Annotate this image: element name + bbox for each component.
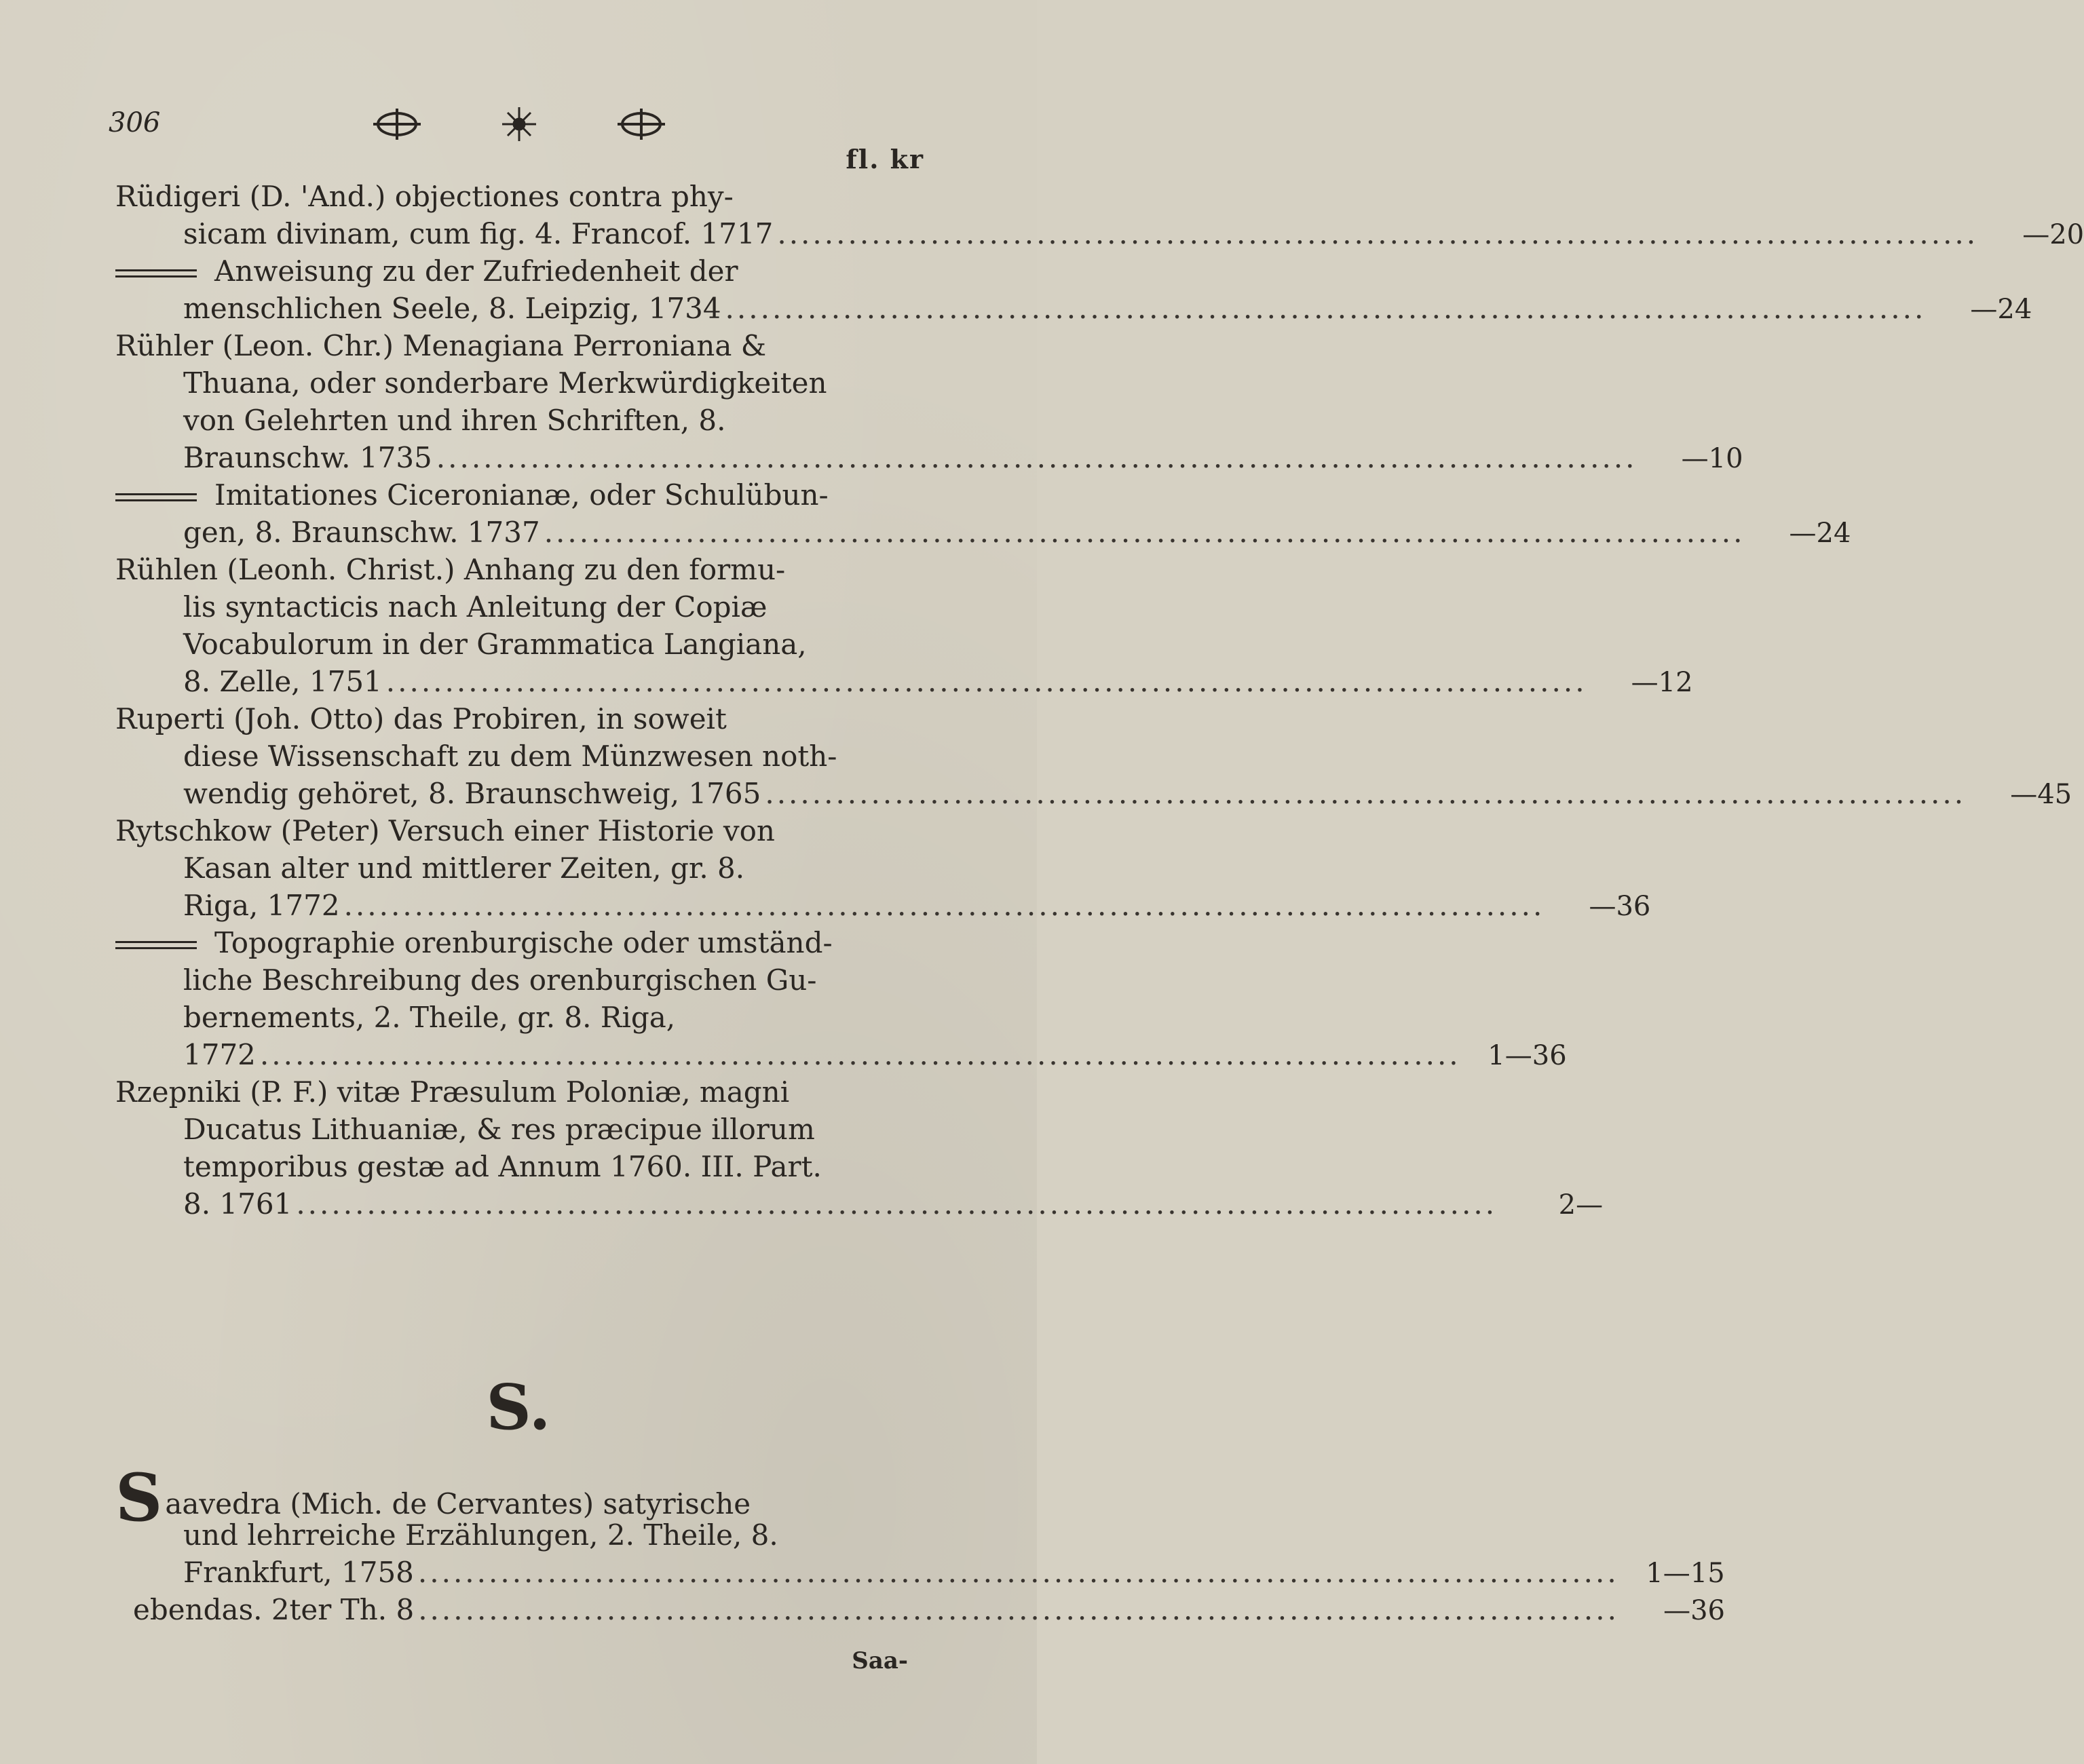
leader-dots (386, 663, 1587, 700)
entry-text: und lehrreiche Erzählungen, 2. Theile, 8. (183, 1518, 778, 1552)
entry-price: 2— (1558, 1189, 1604, 1221)
leader-dots (418, 1591, 1619, 1628)
entry-text: Rühler (Leon. Chr.) Menagiana Perroniana & (115, 329, 767, 362)
entry-text: Kasan alter und mittlerer Zeiten, gr. 8. (183, 851, 745, 885)
entry-line (115, 364, 923, 402)
entry-line (115, 551, 923, 588)
entry-line (115, 1591, 1725, 1628)
entry-text: Thuana, oder sonderbare Merkwürdigkeiten (183, 366, 827, 400)
entry-price: —36 (1663, 1595, 1725, 1626)
entry-text: 8. Zelle, 1751 (183, 665, 382, 698)
entry-list-s (115, 1459, 1725, 1628)
entry-line (115, 626, 923, 663)
entry-price: —24 (1970, 294, 2032, 325)
entry-line (115, 252, 923, 290)
entry-line (115, 327, 923, 364)
entry-text: aavedra (Mich. de Cervantes) satyrische (165, 1487, 751, 1520)
entry-line (115, 663, 1693, 700)
entry-text: Frankfurt, 1758 (183, 1556, 414, 1589)
leader-dots (777, 215, 1978, 252)
section-letter-heading: S. (486, 1370, 551, 1444)
entry-line (115, 178, 923, 215)
catchword: Saa- (852, 1647, 908, 1674)
catalog-entry (115, 1459, 1725, 1591)
entry-line (115, 1516, 923, 1554)
catalog-entry (115, 252, 2032, 327)
leader-dots (260, 1036, 1461, 1073)
entry-line (115, 700, 923, 737)
entry-text: menschlichen Seele, 8. Leipzig, 1734 (183, 292, 721, 325)
entry-price: —10 (1681, 443, 1743, 474)
entry-line (115, 1036, 1567, 1073)
entry-text: lis syntacticis nach Anleitung der Copiæ (183, 590, 768, 624)
entry-text: temporibus gestæ ad Annum 1760. III. Part. (183, 1150, 822, 1183)
entry-line (115, 290, 2032, 327)
entry-text: 8. 1761 (183, 1187, 292, 1221)
entry-text: Riga, 1772 (183, 889, 340, 922)
entry-text: Rzepniki (P. F.) vitæ Præsulum Poloniæ, magni (115, 1075, 790, 1109)
catalog-entry (115, 476, 1851, 551)
entry-text: Topographie orenburgische oder umständ- (214, 926, 833, 959)
entry-line (115, 924, 923, 961)
entry-text: Anweisung zu der Zufriedenheit der (214, 254, 738, 288)
entry-text: Ducatus Lithuaniæ, & res præcipue illorum (183, 1113, 815, 1146)
page-number: 306 (109, 107, 161, 138)
catalog-entry (115, 924, 1567, 1073)
entry-line (115, 588, 923, 626)
entry-text: bernements, 2. Theile, gr. 8. Riga, (183, 1001, 676, 1034)
entry-line (115, 1554, 1725, 1591)
entry-text: liche Beschreibung des orenburgischen Gu- (183, 963, 817, 997)
entry-line (115, 1185, 1604, 1223)
entry-line (115, 812, 923, 849)
entry-price: —45 (2010, 779, 2072, 810)
entry-line (115, 476, 923, 514)
drop-capital: S (115, 1459, 163, 1536)
entry-text: Rühlen (Leonh. Christ.) Anhang zu den formu- (115, 553, 786, 586)
entry-line (115, 961, 923, 999)
ornament-left-icon (373, 109, 421, 140)
entry-text: Vocabulorum in der Grammatica Langiana, (183, 628, 807, 661)
ornament-right-icon (618, 109, 665, 140)
entry-line (115, 999, 923, 1036)
entry-line (115, 514, 1851, 551)
catalog-entry (115, 1073, 1604, 1223)
entry-line (115, 887, 1651, 924)
leader-dots (418, 1554, 1619, 1591)
ditto-dash (115, 269, 197, 277)
leader-dots (725, 290, 1927, 327)
leader-dots (436, 439, 1637, 476)
entry-line (115, 1148, 923, 1185)
entry-price: —24 (1789, 518, 1851, 549)
entry-line (115, 402, 923, 439)
entry-line (115, 1111, 923, 1148)
column-header-currency: fl. kr (846, 144, 924, 174)
leader-dots (344, 887, 1545, 924)
entry-text: sicam divinam, cum fig. 4. Francof. 1717 (183, 217, 774, 250)
entry-text: von Gelehrten und ihren Schriften, 8. (183, 404, 726, 437)
entry-text: Rüdigeri (D. 'And.) objectiones contra phy- (115, 180, 734, 213)
catalog-entry (115, 812, 1651, 924)
printer-ornament (366, 100, 679, 148)
entry-line (115, 1073, 923, 1111)
entry-line (115, 775, 2072, 812)
entry-text: gen, 8. Braunschw. 1737 (183, 516, 540, 549)
leader-dots (544, 514, 1745, 551)
entry-text: ebendas. 2ter Th. 8 (133, 1593, 415, 1626)
leader-dots (765, 775, 1966, 812)
ditto-dash (115, 941, 197, 949)
entry-text: wendig gehöret, 8. Braunschweig, 1765 (183, 777, 761, 810)
entry-text: diese Wissenschaft zu dem Münzwesen noth- (183, 740, 837, 773)
entry-price: —20 (2022, 219, 2084, 250)
entry-line (115, 849, 923, 887)
entry-price: —36 (1589, 891, 1651, 922)
catalog-entry (115, 178, 2084, 252)
entry-line (115, 439, 1743, 476)
entry-list-r (115, 178, 2084, 1223)
entry-text: Braunschw. 1735 (183, 441, 432, 474)
entry-price: 1—15 (1646, 1558, 1725, 1589)
ditto-dash (115, 493, 197, 501)
entry-text: Ruperti (Joh. Otto) das Probiren, in soweit (115, 702, 727, 735)
catalog-entry (115, 551, 1693, 700)
catalog-entry (115, 327, 1743, 476)
entry-text: Rytschkow (Peter) Versuch einer Historie von (115, 814, 775, 847)
catalog-entry (115, 700, 2072, 812)
entry-price: —12 (1631, 667, 1693, 698)
entry-text: 1772 (183, 1038, 256, 1071)
entry-line (115, 215, 2084, 252)
entry-line (115, 737, 923, 775)
ornament-center-icon (502, 107, 536, 141)
entry-text: Imitationes Ciceronianæ, oder Schulübun- (214, 478, 829, 512)
leader-dots (296, 1185, 1497, 1223)
entry-price: 1—36 (1488, 1040, 1567, 1071)
catalog-entry (115, 1591, 1725, 1628)
